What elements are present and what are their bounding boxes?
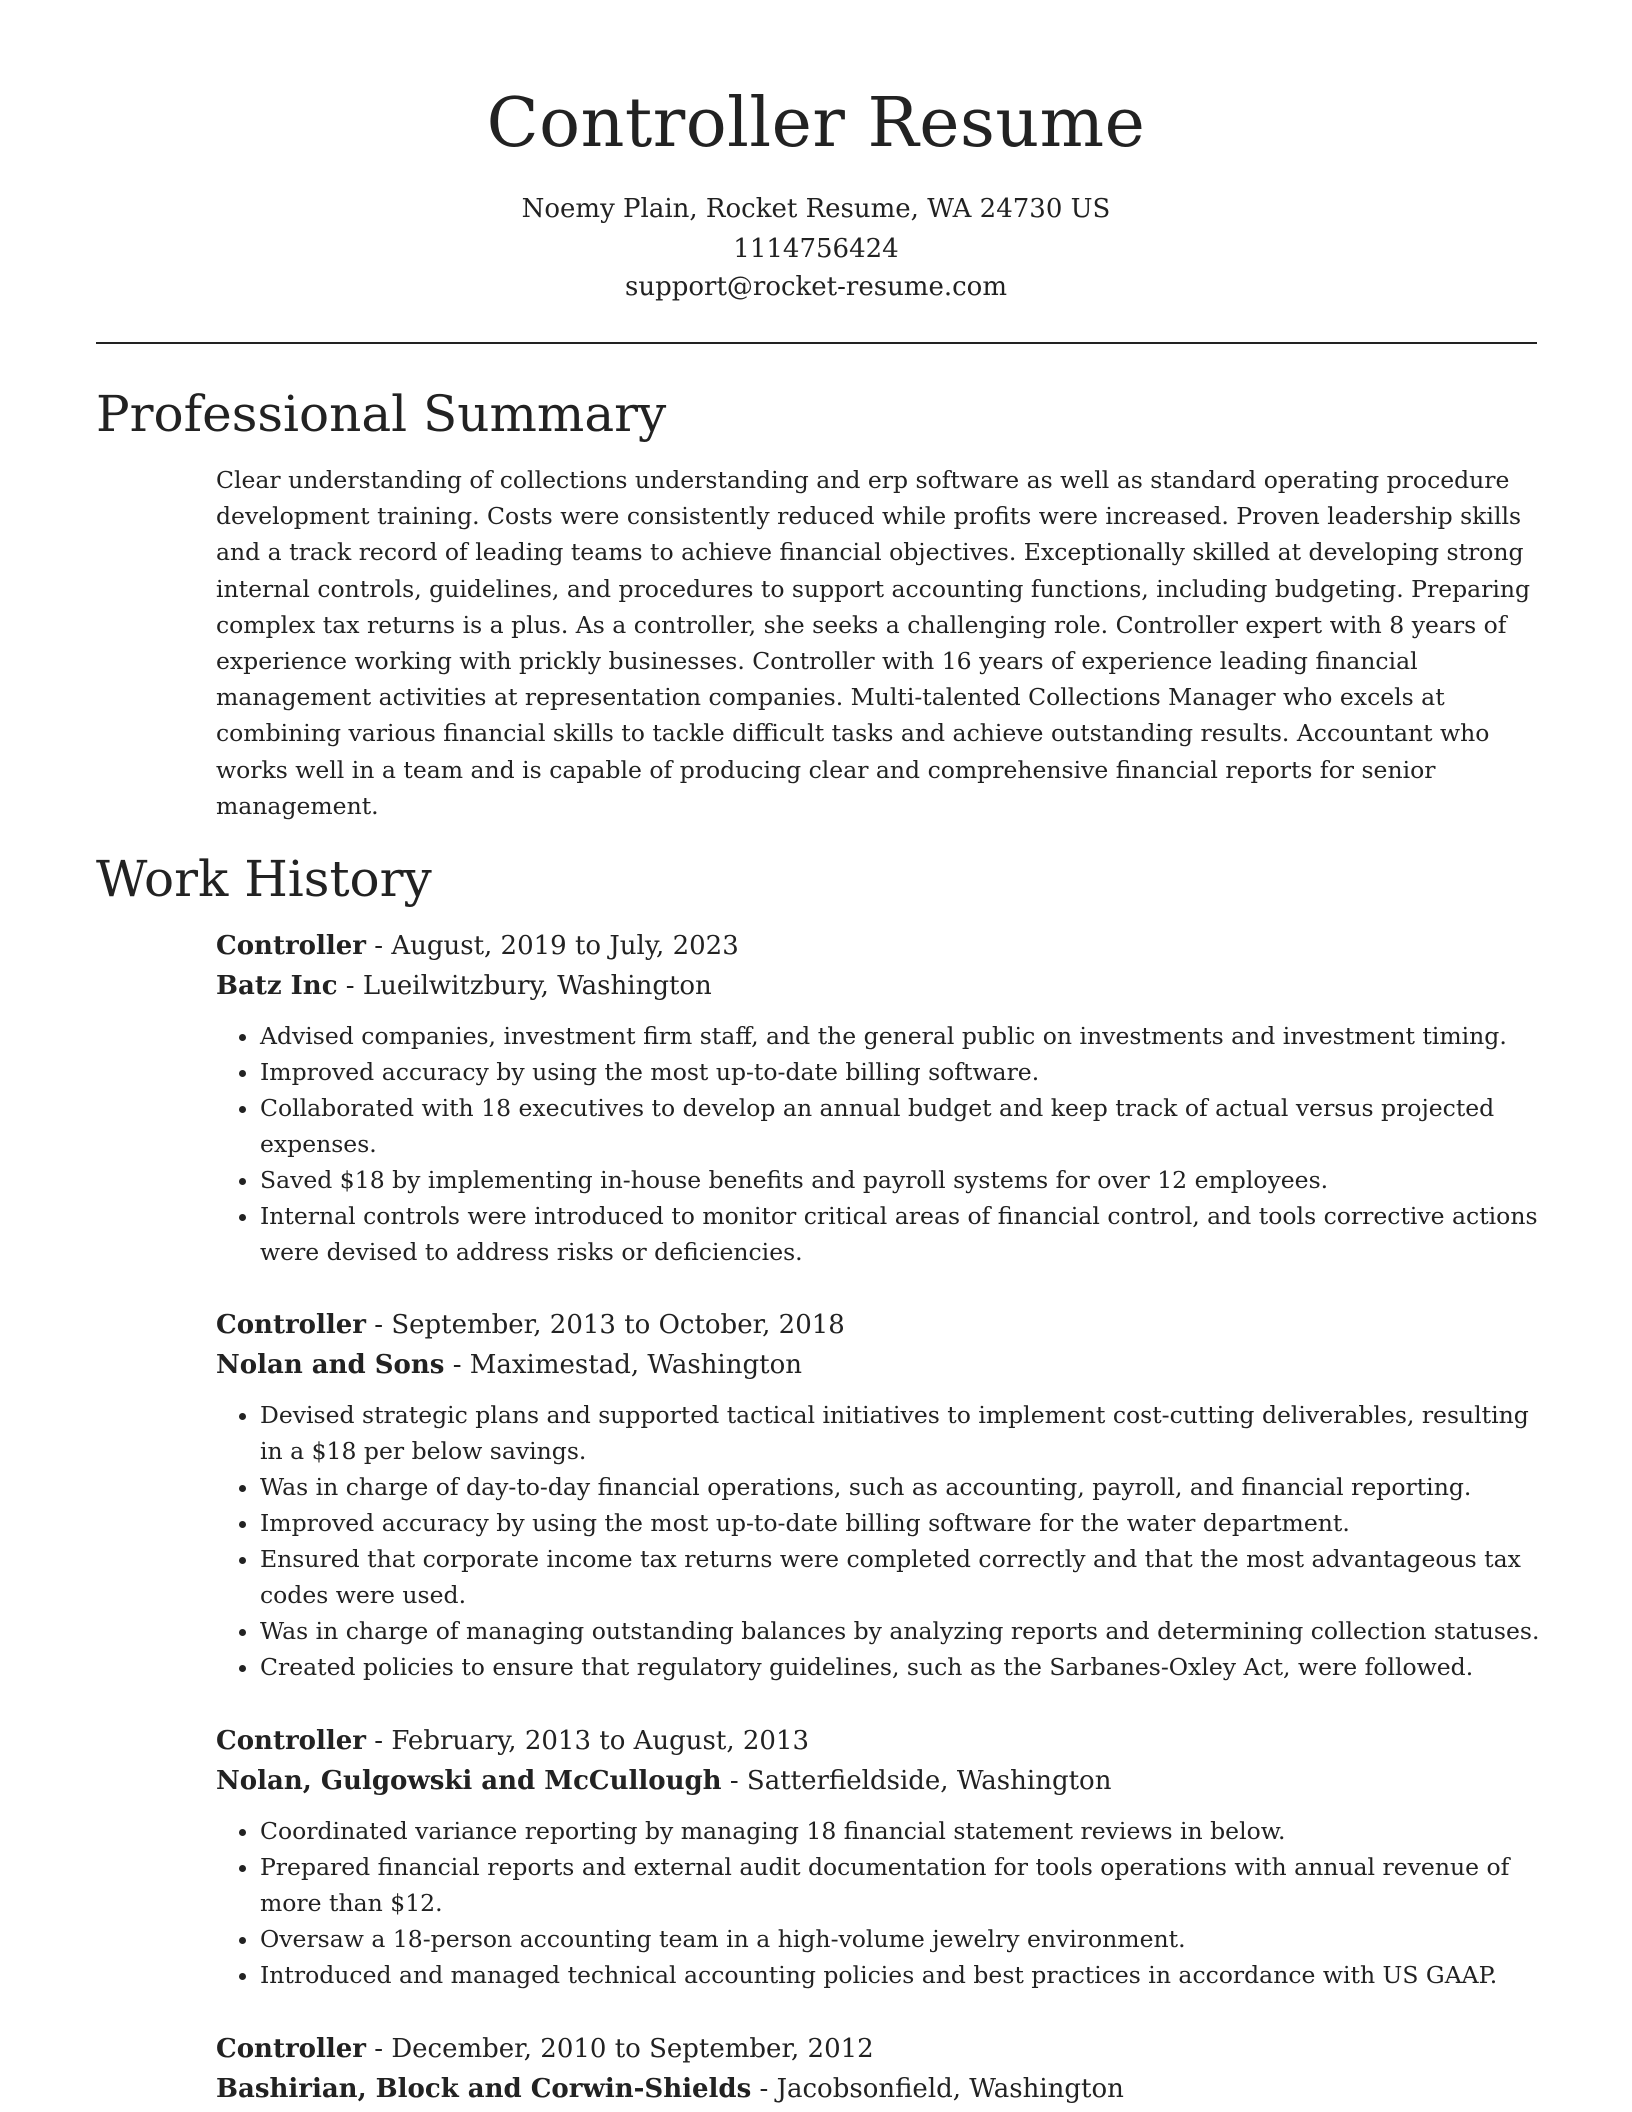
job-bullet: • Saved $18 by implementing in-house benefits and payroll systems for over 12 employees.: [260, 1162, 1546, 1198]
job-bullets: [216, 1018, 1546, 1270]
job-bullet: • Internal controls were introduced to monitor critical areas of financial control, and tools corrective actions were devised to address risks or deficiencies.: [260, 1198, 1546, 1270]
job-separator: -: [365, 1726, 392, 1756]
job-company-line: [216, 1761, 1546, 1801]
summary-text: Clear understanding of collections understanding and erp software as well as standard operating procedure development training. Costs were consistently reduced while profits were increased. Proven leadership skills and a track record of leading teams to achieve financial objectives. Exceptionally skilled at developing strong internal controls, guidelines, and procedures to support accounting functions, including budgeting. Preparing complex tax returns is a plus. As a controller, she seeks a challenging role. Controller expert with 8 years of experience working with prickly businesses. Controller with 16 years of experience leading financial management activities at representation companies. Multi-talented Collections Manager who excels at combining various financial skills to tackle difficult tasks and achieve outstanding results. Accountant who works well in a team and is capable of producing clear and comprehensive financial reports for senior management.: [216, 466, 1531, 820]
job-bullets: [216, 1813, 1546, 1993]
job-bullet: • Was in charge of day-to-day financial operations, such as accounting, payroll, and financial reporting.: [260, 1469, 1546, 1505]
job-dates: September, 2013 to October, 2018: [391, 1310, 845, 1340]
job-company: Nolan and Sons: [216, 1350, 445, 1380]
section-heading-summary: Professional Summary: [96, 385, 667, 443]
contact-address: Noemy Plain, Rocket Resume, WA 24730 US: [521, 194, 1111, 224]
job-title: Controller: [216, 1726, 366, 1756]
job-bullet: • Collaborated with 18 executives to develop an annual budget and keep track of actual versus projected expenses.: [260, 1090, 1546, 1162]
job-location: Satterfieldside, Washington: [746, 1766, 1112, 1796]
contact-email: support@rocket-resume.com: [624, 272, 1007, 302]
job-separator: -: [365, 931, 392, 961]
job-bullet: • Was in charge of managing outstanding balances by analyzing reports and determining collection statuses.: [260, 1613, 1546, 1649]
job-separator: -: [365, 2034, 392, 2064]
job-entry: [216, 1721, 1546, 1993]
job-bullet: • Ensured that corporate income tax returns were completed correctly and that the most advantageous tax codes were used.: [260, 1541, 1546, 1613]
job-bullets: [216, 1397, 1546, 1685]
job-dates: December, 2010 to September, 2012: [391, 2034, 874, 2064]
job-entry: [216, 1305, 1546, 1685]
job-bullet: • Prepared financial reports and external audit documentation for tools operations with annual revenue of more than $12.: [260, 1849, 1546, 1921]
job-separator: -: [751, 2074, 777, 2104]
job-location: Jacobsonfield, Washington: [776, 2074, 1124, 2104]
job-bullet: • Coordinated variance reporting by managing 18 financial statement reviews in below.: [260, 1813, 1546, 1849]
job-separator: -: [365, 1310, 392, 1340]
job-company-line: [216, 966, 1546, 1006]
job-bullet: • Created policies to ensure that regulatory guidelines, such as the Sarbanes-Oxley Act, were followed.: [260, 1649, 1546, 1685]
job-bullet: • Improved accuracy by using the most up-to-date billing software for the water department.: [260, 1505, 1546, 1541]
job-location: Maximestad, Washington: [469, 1350, 802, 1380]
job-dates: August, 2019 to July, 2023: [391, 931, 739, 961]
job-bullet: • Oversaw a 18-person accounting team in a high-volume jewelry environment.: [260, 1921, 1546, 1957]
job-separator: -: [337, 971, 363, 1001]
resume-title: Controller Resume: [486, 84, 1146, 163]
job-separator: -: [721, 1766, 747, 1796]
job-separator: -: [444, 1350, 470, 1380]
job-company-line: [216, 1345, 1546, 1385]
job-title-line: [216, 1721, 1546, 1761]
job-entry: [216, 926, 1546, 1270]
header-divider: [96, 342, 1537, 344]
job-bullet: • Introduced and managed technical accounting policies and best practices in accordance with US GAAP.: [260, 1957, 1546, 1993]
job-title-line: [216, 1305, 1546, 1345]
contact-phone: 1114756424: [733, 234, 899, 264]
job-title: Controller: [216, 1310, 366, 1340]
job-company: Batz Inc: [216, 971, 338, 1001]
section-heading-work-history: Work History: [96, 850, 432, 908]
job-title: Controller: [216, 931, 366, 961]
job-company-line: [216, 2069, 1546, 2109]
job-company: Nolan, Gulgowski and McCullough: [216, 1766, 722, 1796]
job-company: Bashirian, Block and Corwin-Shields: [216, 2074, 752, 2104]
job-location: Lueilwitzbury, Washington: [362, 971, 712, 1001]
job-title-line: [216, 926, 1546, 966]
job-title: Controller: [216, 2034, 366, 2064]
job-bullet: • Devised strategic plans and supported tactical initiatives to implement cost-cutting deliverables, resulting in a $18 per below savings.: [260, 1397, 1546, 1469]
job-title-line: [216, 2029, 1546, 2069]
job-bullet: • Advised companies, investment firm staff, and the general public on investments and investment timing.: [260, 1018, 1546, 1054]
job-dates: February, 2013 to August, 2013: [391, 1726, 810, 1756]
job-entry: [216, 2029, 1546, 2109]
job-bullet: • Improved accuracy by using the most up-to-date billing software.: [260, 1054, 1546, 1090]
